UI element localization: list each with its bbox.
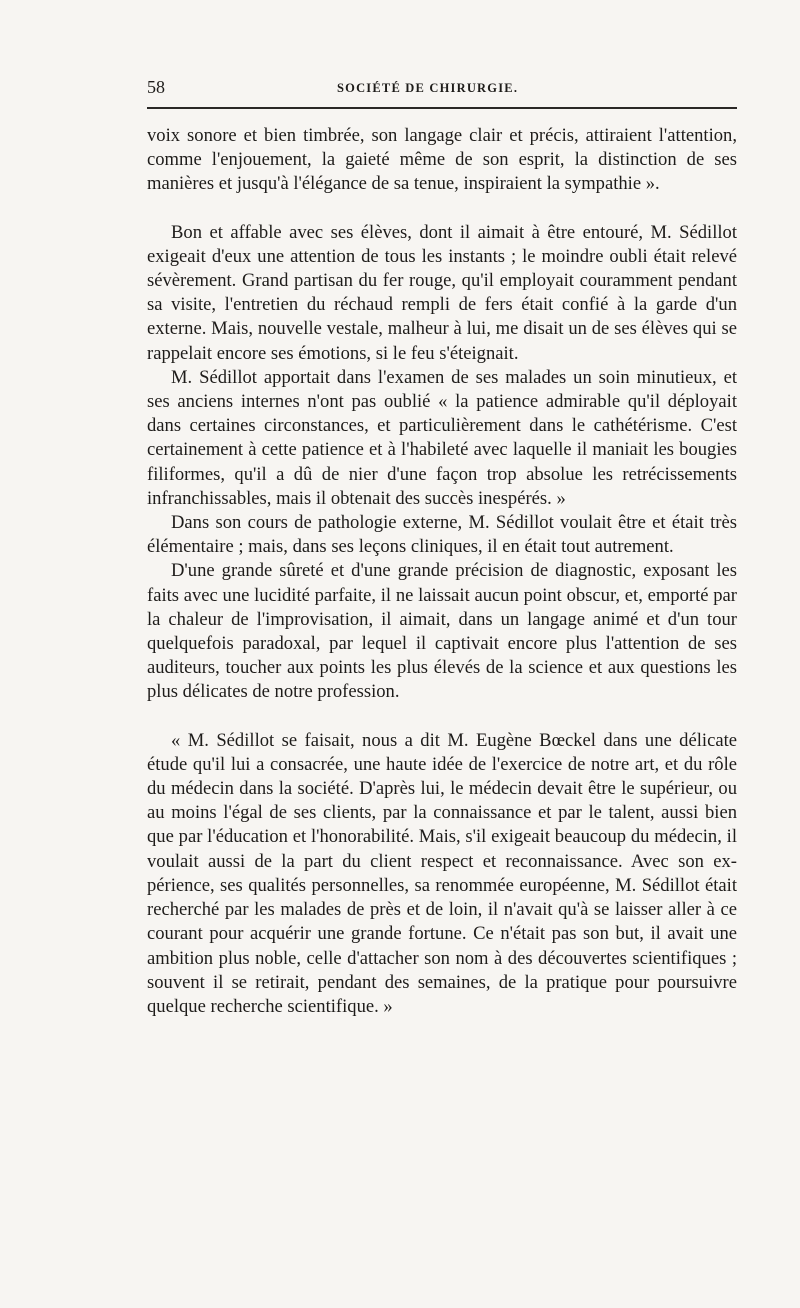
paragraph-5: D'une grande sûreté et d'une grande précision de diagnostic, exposant les faits avec une lucidité parfaite, il ne laissait aucun point obscur, et, emporté par la chaleur de l'improvisation, il aimait, dans un langage animé et d'un tour quelquefois paradoxal, par lequel il captivait encore plus l'attention de ses auditeurs, toucher aux points les plus élevés de la science et aux questions les plus délicates de notre profession.: [147, 560, 737, 703]
paragraph-3: M. Sédillot apportait dans l'examen de ses malades un soin minutieux, et ses anciens internes n'ont pas oublié « la patience admirable qu'il déployait dans certaines circonstances, et particulièrement dans le cathétérisme. C'est certainement à cette patience et à l'habileté avec laquelle il maniait les bougies filiformes, qu'il a dû de nier d'une façon trop absolue les retrécissements infranchissables, mais il obtenait des succès inespérés. »: [147, 366, 737, 509]
page-number: 58: [147, 77, 165, 97]
running-head: [147, 74, 735, 100]
paragraph-2: Bon et affable avec ses élèves, dont il aimait à être entouré, M. Sédillot exigeait d'eux une attention de tous les instants ; le moindre oubli était relevé sévèrement. Grand partisan du fer rouge, qu'il employait couramment pendant sa visite, l'entretien du réchaud rempli de fers était confié à la garde d'un externe. Mais, nouvelle vestale, malheur à lui, me disait un de ses élèves qui se rappelait encore ses émotions, si le feu s'éteignait.: [147, 221, 737, 364]
header-rule: [147, 107, 737, 109]
paragraph-1: voix sonore et bien timbrée, son langage clair et précis, attiraient l'attention, comme l'enjouement, la gaieté même de son esprit, la distinction de ses manières et jusqu'à l'élégance de sa tenue, inspiraient la sympathie ».: [147, 125, 737, 195]
running-title: SOCIÉTÉ DE CHIRURGIE.: [337, 81, 519, 95]
paragraph-4: Dans son cours de pathologie externe, M. Sédillot voulait être et était très élémentaire ; mais, dans ses leçons cliniques, il en était tout autrement.: [147, 512, 737, 558]
paragraph-6: « M. Sédillot se faisait, nous a dit M. Eugène Bœckel dans une délicate étude qu'il lui a consacrée, une haute idée de l'exercice de notre art, et du rôle du médecin dans la société. D'après lui, le médecin devait être le supérieur, ou au moins l'égal de ses clients, par la connaissance et par le talent, aussi bien que par l'éducation et l'honorabilité. Mais, s'il exigeait beaucoup du médecin, il voulait aussi de la part du client respect et reconnaissance. Avec son expérience, ses qualités personnelles, sa renommée européenne, M. Sédillot était recherché par les malades de près et de loin, il n'avait qu'à se laisser aller à ce courant pour acquérir une grande fortune. Ce n'était pas son but, il avait une ambition plus noble, celle d'attacher son nom à des découvertes scientifiques ; souvent il se retirait, pendant des semaines, de la pratique pour poursuivre quelque recherche scientifique. »: [147, 729, 737, 1017]
body-text: [147, 124, 737, 1019]
